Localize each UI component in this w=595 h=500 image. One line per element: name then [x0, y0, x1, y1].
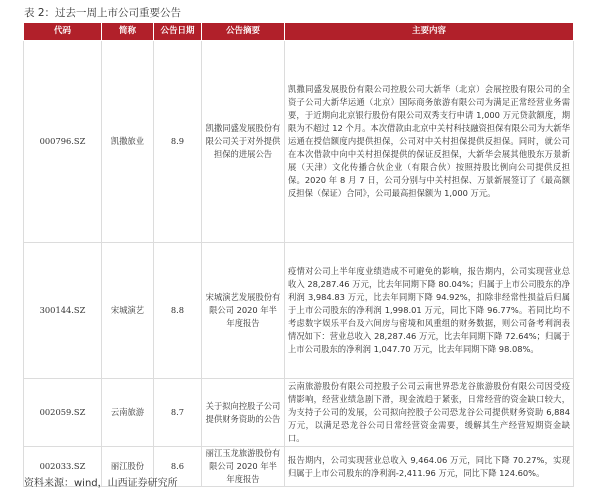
- table-row: [24, 379, 574, 447]
- cell-content: 疫情对公司上半年度业绩造成不可避免的影响，报告期内，公司实现营业总收入 28,287.46 万元，比去年同期下降 80.04%；归属于上市公司股东的净利润 3,984.83 万元，比去年同期下降 94.92%，扣除非经常性损益后归属于上市公司股东的净利润 1,998.01 万元，同比下降 96.77%。若同比均不考虑数字娱乐平台及六间房与密境和风重组的财务数据，则公司备考利润表情况如下：营业总收入 28,287.46 万元，比去年同期下降 72.64%；归属于上市公司股东的净利润 1,047.70 万元，比去年同期下降 98.08%。: [285, 243, 574, 379]
- cell-summary: 宋城演艺发展股份有限公司 2020 年半年度报告: [202, 243, 285, 379]
- cell-date: 8.9: [154, 41, 202, 243]
- table-row: [24, 243, 574, 379]
- table-caption: 表 2：过去一周上市公司重要公告: [24, 7, 182, 19]
- header-date: 公告日期: [154, 23, 202, 41]
- cell-code: 002059.SZ: [24, 379, 102, 447]
- cell-date: 8.8: [154, 243, 202, 379]
- cell-code: 000796.SZ: [24, 41, 102, 243]
- cell-code: 300144.SZ: [24, 243, 102, 379]
- cell-name: 云南旅游: [102, 379, 154, 447]
- cell-summary: 丽江玉龙旅游股份有限公司 2020 年半年度报告: [202, 447, 285, 487]
- cell-content: 凯撒同盛发展股份有限公司控股公司大新华（北京）会展控股有限公司的全资子公司大新华运通（北京）国际商务旅游有限公司为满足正常经营业务需要，于近期向北京银行股份有限公司双秀支行申请 1,000 万元贷款额度，期限为不超过 12 个月。本次借款由北京中关村科技融资担保有限公司为大新华运通在授信额度内提供担保，公司对中关村担保提供反担保。同时，就公司在本次借款中向中关村担保提供的保证反担保，大新华会展其他股东万景新展（天津）文化传播合伙企业（有限合伙）按照持股比例向公司提供反担保。2020 年 8 月 7 日，公司分别与中关村担保、万景新展签订了《最高额反担保（保证）合同》，公司最高担保额为 1,000 万元。: [285, 41, 574, 243]
- cell-content: 云南旅游股份有限公司控股子公司云南世界恐龙谷旅游股份有限公司因受疫情影响，经营业绩急剧下滑，现金流趋于紧张，日常经营的资金缺口较大，为支持子公司的发展，公司拟向控股子公司恐龙谷公司提供财务资助 6,884 万元，以满足恐龙谷公司日常经营资金需要，缓解其生产经营短期资金缺口。: [285, 379, 574, 447]
- header-name: 简称: [102, 23, 154, 41]
- announcements-table: [23, 22, 574, 487]
- cell-name: 凯撒旅业: [102, 41, 154, 243]
- header-summary: 公告摘要: [202, 23, 285, 41]
- cell-summary: 凯撒同盛发展股份有限公司关于对外提供担保的进展公告: [202, 41, 285, 243]
- cell-summary: 关于拟向控股子公司提供财务资助的公告: [202, 379, 285, 447]
- cell-name: 宋城演艺: [102, 243, 154, 379]
- cell-content: 报告期内，公司实现营业总收入 9,464.06 万元，同比下降 70.27%，实现归属于上市公司股东的净利润-2,411.96 万元，同比下降 124.60%。: [285, 447, 574, 487]
- table-header-row: [24, 23, 574, 41]
- cell-code: 002033.SZ: [24, 447, 102, 487]
- table-row: [24, 41, 574, 243]
- cell-name: 丽江股份: [102, 447, 154, 487]
- source-note: 资料来源：wind，山西证券研究所: [24, 478, 178, 489]
- header-code: 代码: [24, 23, 102, 41]
- header-content: 主要内容: [285, 23, 574, 41]
- cell-date: 8.6: [154, 447, 202, 487]
- cell-date: 8.7: [154, 379, 202, 447]
